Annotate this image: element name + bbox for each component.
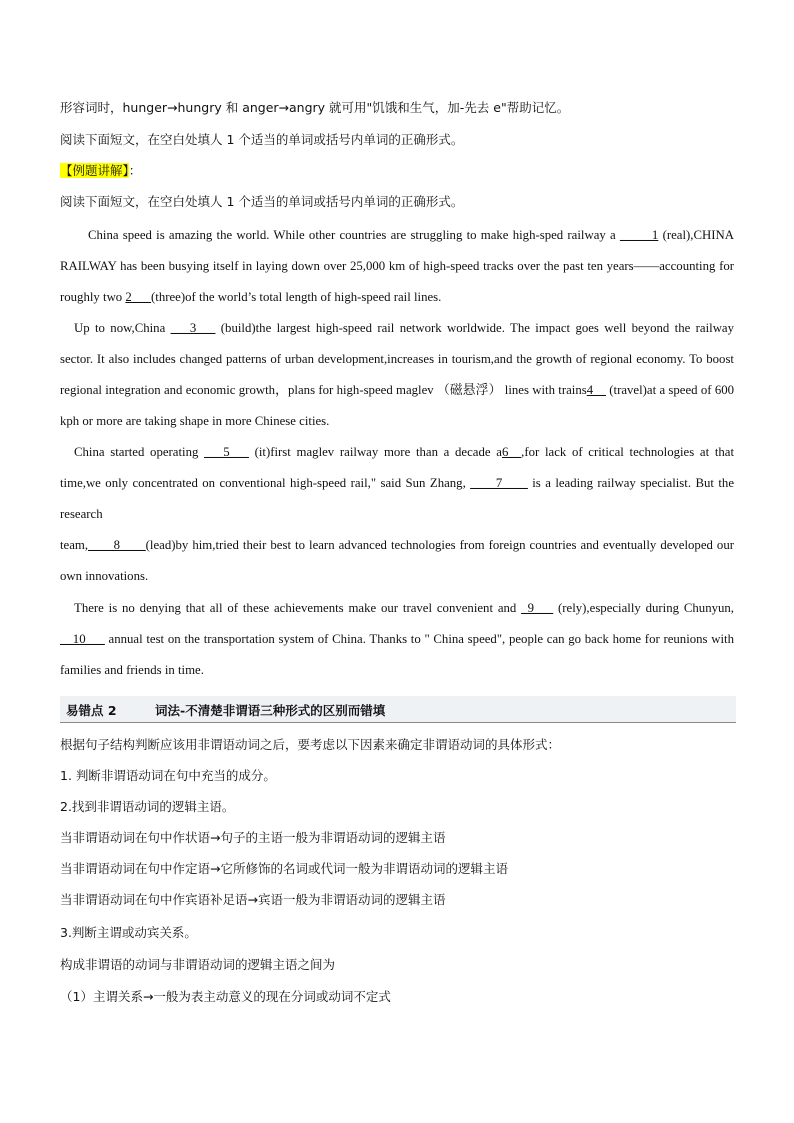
note-line: 1. 判断非谓语动词在句中充当的成分。 — [60, 768, 276, 783]
passage-text: ,for lack of critical technologies at that time,we only concentrated on conventional high-speed rail," said Sun Zhang, — [60, 445, 735, 490]
blank-1: _____1 — [619, 228, 659, 242]
passage-text: (rely),especially during Chunyun, — [558, 601, 734, 615]
passage-paragraph-2 — [60, 313, 734, 437]
blank-4: 4__ — [586, 383, 606, 397]
blank-9: _9___ — [521, 601, 554, 615]
blank-10: __10___ — [60, 632, 105, 646]
note-line: 2.找到非谓语动词的逻辑主语。 — [60, 799, 235, 814]
intro-line: 形容词时，hunger→hungry 和 anger→angry 就可用"饥饿和生气，加-先去 e"帮助记忆。 — [60, 100, 570, 115]
section-number: 易错点 2 — [66, 703, 117, 718]
note-line: 当非谓语动词在句中作定语→它所修饰的名词或代词一般为非谓语动词的逻辑主语 — [60, 861, 508, 876]
passage-text: (travel)at a speed of 600 kph or more are taking shape in more Chinese cities. — [60, 383, 735, 428]
example-colon: ： — [128, 163, 142, 178]
instruction-line: 阅读下面短文，在空白处填人 1 个适当的单词或括号内单词的正确形式。 — [60, 132, 464, 147]
section-header — [60, 696, 736, 723]
passage-text: (real),CHINA RAILWAY has been busying itself in laying down over 25,000 km of high-speed tracks over the past ten years——accounting for roughly two — [60, 228, 734, 304]
passage-text: (it)first maglev railway more than a decade a — [254, 445, 502, 459]
blank-8: ____8____ — [88, 538, 146, 552]
passage-text: (three)of the world’s total length of high-speed rail lines. — [151, 290, 442, 304]
blank-6: 6__ — [501, 445, 522, 459]
passage-text: is a leading railway specialist. But the research — [60, 476, 735, 521]
passage-text: There is no denying that all of these achievements make our travel convenient and — [74, 601, 517, 615]
passage-text: China started operating — [74, 445, 199, 459]
passage-text: (build)the largest high-speed rail network worldwide. The impact goes well beyond the railway sector. It also includes changed patterns of urban development,increases in tourism,and the growth of regional economy. To boost regional integration and economic growth，plans for high-speed maglev （磁悬浮） lines with trains — [60, 321, 735, 397]
note-line: 构成非谓语的动词与非谓语动词的逻辑主语之间为 — [60, 957, 336, 972]
section-title: 词法-不清楚非谓语三种形式的区别而错填 — [155, 703, 386, 718]
note-line: 3.判断主谓或动宾关系。 — [60, 925, 197, 940]
example-heading — [60, 163, 141, 179]
passage-text: Up to now,China — [74, 321, 166, 335]
note-line: （1）主谓关系→一般为表主动意义的现在分词或动词不定式 — [60, 989, 391, 1004]
passage-text: (lead)by him,tried their best to learn advanced technologies from foreign countries and eventually developed our own innovations. — [60, 538, 734, 583]
example-tag: 【例题讲解】 — [60, 163, 129, 178]
passage-text: team, — [60, 538, 89, 552]
passage-text: annual test on the transportation system of China. Thanks to " China speed", people can go back home for reunions with families and friends in time. — [60, 632, 734, 677]
note-line: 当非谓语动词在句中作宾语补足语→宾语一般为非谓语动词的逻辑主语 — [60, 892, 446, 907]
blank-7: ____7____ — [470, 476, 528, 490]
passage-paragraph-1 — [60, 220, 734, 313]
passage-paragraph-4 — [60, 593, 734, 686]
blank-2: 2___ — [125, 290, 152, 304]
note-line: 根据句子结构判断应该用非谓语动词之后，要考虑以下因素来确定非谓语动词的具体形式： — [60, 737, 561, 752]
instruction-line-2: 阅读下面短文，在空白处填人 1 个适当的单词或括号内单词的正确形式。 — [60, 194, 464, 209]
blank-3: ___3___ — [170, 321, 216, 335]
passage-paragraph-3 — [60, 437, 734, 592]
note-line: 当非谓语动词在句中作状语→句子的主语一般为非谓语动词的逻辑主语 — [60, 830, 446, 845]
passage-text: China speed is amazing the world. While other countries are struggling to make high-sped railway a — [88, 228, 616, 242]
blank-5: ___5___ — [204, 445, 249, 459]
